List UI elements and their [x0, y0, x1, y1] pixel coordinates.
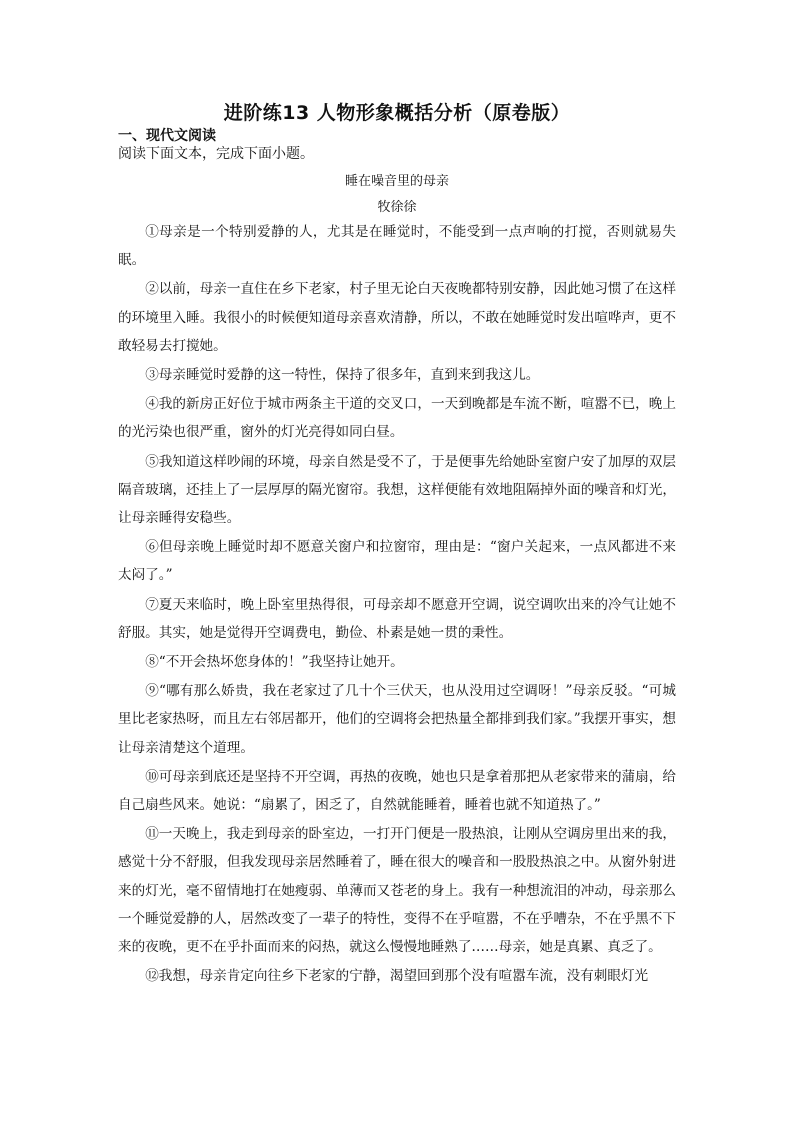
document-title: 进阶练13 人物形象概括分析（原卷版） [223, 102, 571, 124]
paragraph-1: ①母亲是一个特别爱静的人，尤其是在睡觉时，不能受到一点声响的打搅，否则就易失眠。 [118, 224, 676, 269]
paragraph-11: ⑪一天晚上，我走到母亲的卧室边，一打开门便是一股热浪，让刚从空调房里出来的我，感觉十分不舒服，但我发现母亲居然睡着了，睡在很大的噪音和一股股热浪之中。从窗外射进来的灯光，毫不留情地打在她瘦弱、单薄而又苍老的身上。我有一种想流泪的冲动，母亲那么一个睡觉爱静的人，居然改变了一辈子的特性，变得不在乎喧嚣，不在乎嘈杂，不在乎黑不下来的夜晚，更不在乎扑面而来的闷热，就这么慢慢地睡熟了……母亲，她是真累、真乏了。 [118, 826, 676, 956]
paragraph-3: ③母亲睡觉时爱静的这一特性，保持了很多年，直到来到我这儿。 [145, 367, 540, 384]
paragraph-2: ②以前，母亲一直住在乡下老家，村子里无论白天夜晚都特别安静，因此她习惯了在这样的环境里入睡。我很小的时候便知道母亲喜欢清静，所以，不敢在她睡觉时发出喧哗声，更不敢轻易去打搅她。 [118, 281, 676, 354]
article-body [118, 218, 676, 991]
section-heading: 一、现代文阅读 [118, 128, 216, 144]
paragraph-4: ④我的新房正好位于城市两条主干道的交叉口，一天到晚都是车流不断，喧嚣不已，晚上的光污染也很严重，窗外的灯光亮得如同白昼。 [118, 396, 676, 441]
paragraph-5: ⑤我知道这样吵闹的环境，母亲自然是受不了，于是便事先给她卧室窗户安了加厚的双层隔音玻璃，还挂上了一层厚厚的隔光窗帘。我想，这样便能有效地阻隔掉外面的噪音和灯光，让母亲睡得安稳些。 [118, 453, 676, 527]
article-title: 睡在噪音里的母亲 [344, 174, 449, 189]
paragraph-8: ⑧“不开会热坏您身体的！”我坚持让她开。 [145, 654, 404, 671]
paragraph-6: ⑥但母亲晚上睡觉时却不愿意关窗户和拉窗帘，理由是：“窗户关起来，一点风都进不来太闷了。” [118, 539, 676, 584]
reading-instruction: 阅读下面文本，完成下面小题。 [118, 146, 314, 162]
paragraph-10: ⑩可母亲到底还是坚持不开空调，再热的夜晚，她也只是拿着那把从老家带来的蒲扇，给自己扇些风来。她说：“扇累了，困乏了，自然就能睡着，睡着也就不知道热了。” [118, 768, 676, 814]
paragraph-9: ⑨“哪有那么娇贵，我在老家过了几十个三伏天，也从没用过空调呀！”母亲反驳。“可城里比老家热呀，而且左右邻居都开，他们的空调将会把热量全都排到我们家。”我摆开事实，想让母亲清楚这个道理。 [118, 683, 676, 756]
paragraph-7: ⑦夏天来临时，晚上卧室里热得很，可母亲却不愿意开空调，说空调吹出来的冷气让她不舒服。其实，她是觉得开空调费电，勤俭、朴素是她一贯的秉性。 [118, 596, 676, 641]
paragraph-12: ⑫我想，母亲肯定向往乡下老家的宁静，渴望回到那个没有喧嚣车流，没有刺眼灯光 [145, 968, 649, 985]
article-author: 牧徐徐 [377, 200, 417, 215]
